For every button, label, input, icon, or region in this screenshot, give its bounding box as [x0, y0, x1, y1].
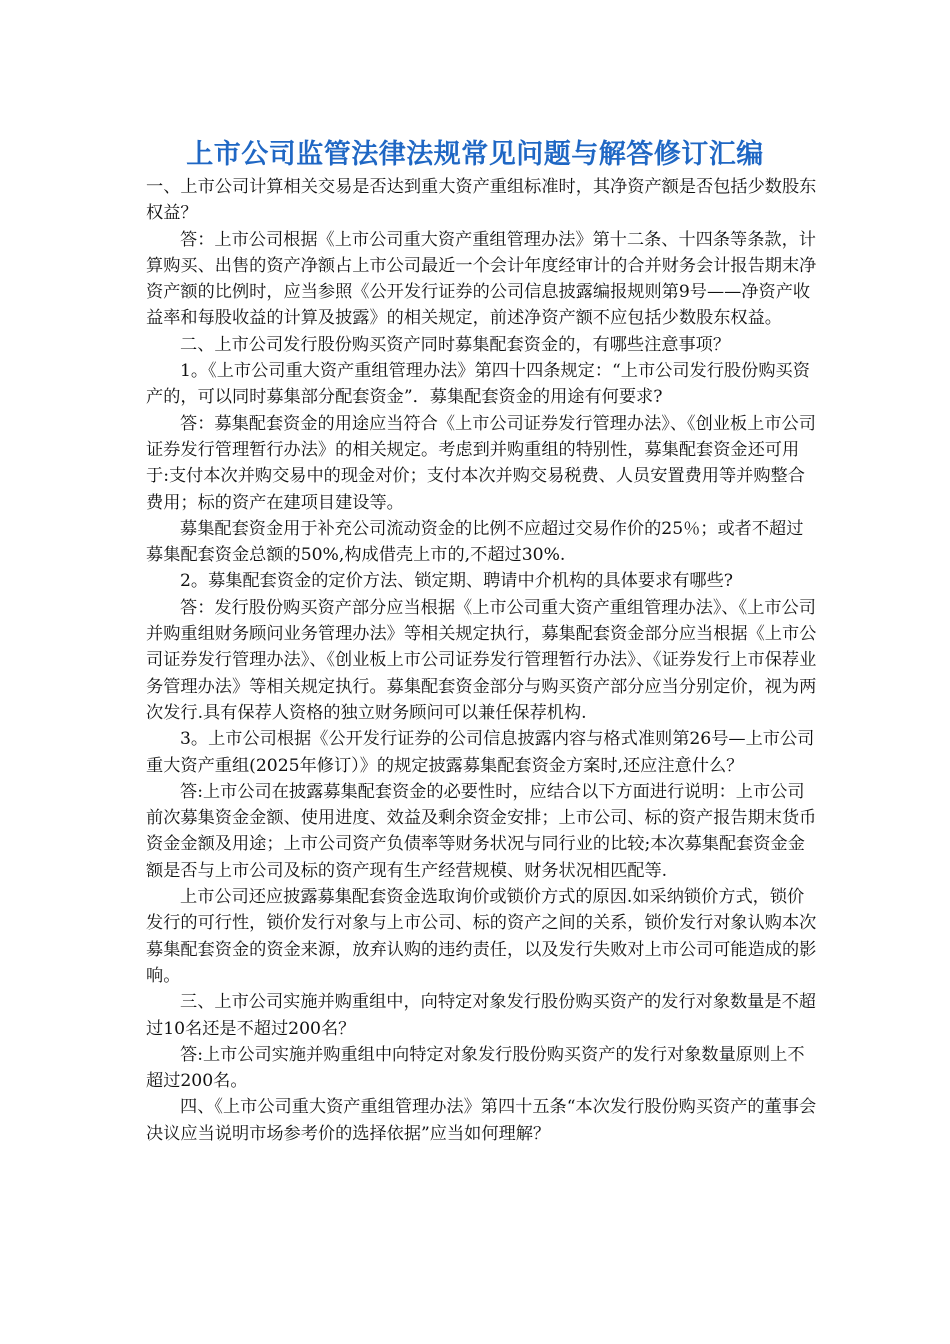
paragraph: 答:上市公司在披露募集配套资金的必要性时，应结合以下方面进行说明：上市公司前次募集资金金额、使用进度、效益及剩余资金安排；上市公司、标的资产报告期末货币资金金额及用途；上市公司资产负债率等财务状况与同行业的比较;本次募集配套资金金额是否与上市公司及标的资产现有生产经营规模、财务状况相匹配等.	[146, 781, 817, 881]
paragraph: 四、《上市公司重大资产重组管理办法》第四十五条“本次发行股份购买资产的董事会决议应当说明市场参考价的选择依据”应当如何理解？	[146, 1097, 817, 1144]
paragraph: 1。《上市公司重大资产重组管理办法》第四十四条规定：“上市公司发行股份购买资产的，可以同时募集部分配套资金”．募集配套资金的用途有何要求?	[146, 361, 810, 408]
paragraph: 三、上市公司实施并购重组中，向特定对象发行股份购买资产的发行对象数量是不超过10名还是不超过200名？	[146, 992, 816, 1039]
paragraph: 3。上市公司根据《公开发行证券的公司信息披露内容与格式准则第26号—上市公司重大资产重组(2025年修订）》的规定披露募集配套资金方案时,还应注意什么？	[146, 729, 815, 776]
paragraph: 答：发行股份购买资产部分应当根据《上市公司重大资产重组管理办法》、《上市公司并购重组财务顾问业务管理办法》等相关规定执行，募集配套资金部分应当根据《上市公司证券发行管理办法》、《创业板上市公司证券发行管理暂行办法》、《证券发行上市保荐业务管理办法》等相关规定执行。募集配套资金部分与购买资产部分应当分别定价，视为两次发行.具有保荐人资格的独立财务顾问可以兼任保荐机构.	[146, 597, 817, 723]
paragraph: 答：募集配套资金的用途应当符合《上市公司证券发行管理办法》、《创业板上市公司证券发行管理暂行办法》的相关规定。考虑到并购重组的特别性，募集配套资金还可用于:支付本次并购交易中的现金对价；支付本次并购交易税费、人员安置费用等并购整合费用；标的资产在建项目建设等。	[146, 413, 816, 513]
paragraph: 答:上市公司实施并购重组中向特定对象发行股份购买资产的发行对象数量原则上不超过200名。	[146, 1044, 805, 1092]
document-body	[146, 174, 818, 1147]
paragraph: 一、上市公司计算相关交易是否达到重大资产重组标准时，其净资产额是否包括少数股东权益？	[146, 177, 817, 224]
paragraph: 二、上市公司发行股份购买资产同时募集配套资金的，有哪些注意事项？	[180, 334, 731, 355]
paragraph: 募集配套资金用于补充公司流动资金的比例不应超过交易作价的25％；或者不超过募集配套资金总额的50%,构成借壳上市的,不超过30%.	[146, 518, 804, 566]
paragraph: 2。募集配套资金的定价方法、锁定期、聘请中介机构的具体要求有哪些?	[180, 571, 733, 592]
paragraph: 答：上市公司根据《上市公司重大资产重组管理办法》第十二条、十四条等条款，计算购买、出售的资产净额占上市公司最近一个会计年度经审计的合并财务会计报告期末净资产额的比例时，应当参照《公开发行证券的公司信息披露编报规则第9号——净资产收益率和每股收益的计算及披露》的相关规定，前述净资产额不应包括少数股东权益。	[146, 229, 817, 329]
page-title: 上市公司监管法律法规常见问题与解答修订汇编	[186, 139, 764, 170]
paragraph: 上市公司还应披露募集配套资金选取询价或锁价方式的原因.如采纳锁价方式，锁价发行的可行性，锁价发行对象与上市公司、标的资产之间的关系，锁价发行对象认购本次募集配套资金的资金来源，放弃认购的违约责任，以及发行失败对上市公司可能造成的影响。	[146, 887, 817, 986]
